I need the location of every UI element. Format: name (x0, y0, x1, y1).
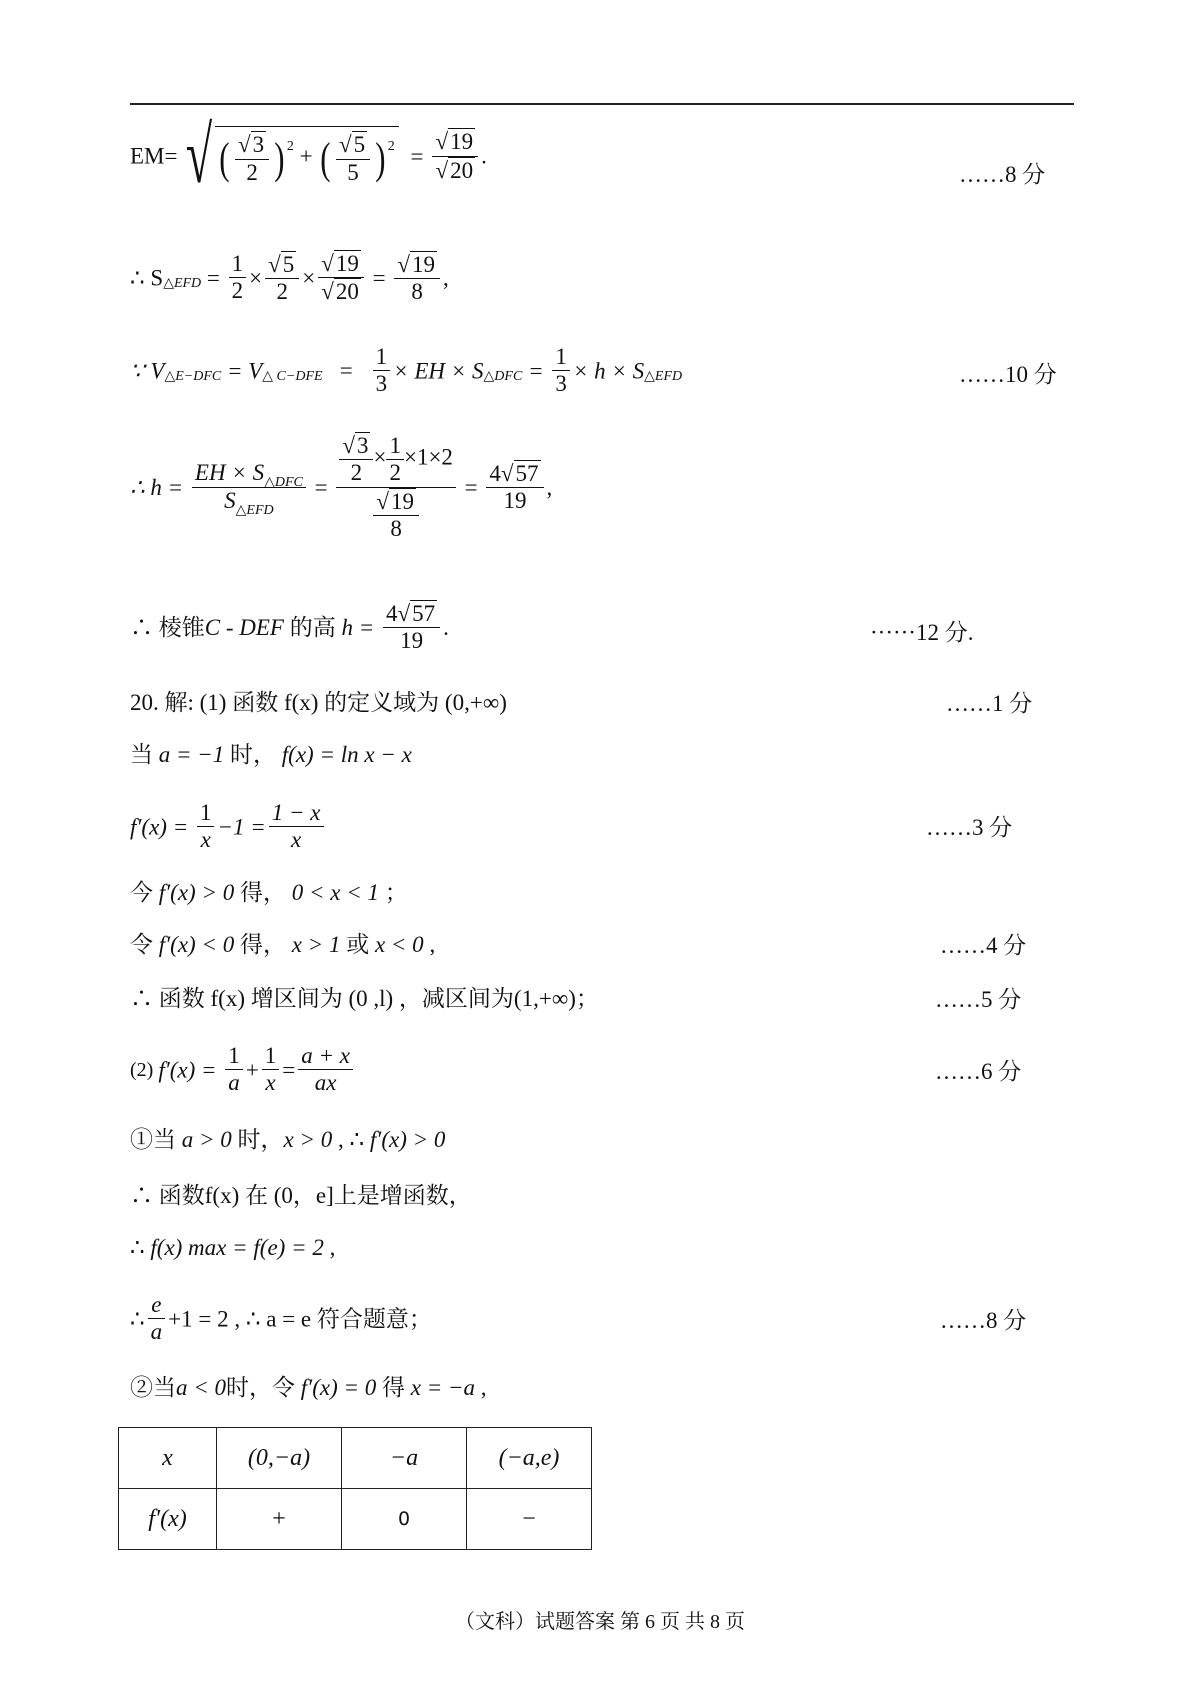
score-3: ……3 分 (926, 815, 1013, 840)
increasing-statement: ∴ 函数f(x) 在 (0，e]上是增函数， (130, 1183, 472, 1208)
h-final: ∴ 棱锥C - DEF 的高 h = $\frac{4√57}{19}$ . (130, 601, 449, 654)
sign-table (118, 1427, 592, 1550)
table-cell: f′(x) (119, 1489, 217, 1550)
f-prime-line: f′(x) = $\frac{1}{x}$ −1 = $\frac{1 - x}{x}$ (130, 800, 327, 854)
table-header-cell: x (119, 1428, 217, 1489)
table-header-cell: −a (342, 1428, 467, 1489)
case-1: ①当 a > 0 时，x > 0 , ∴ f′(x) > 0 (130, 1127, 446, 1152)
score-8-b: ……8 分 (940, 1308, 1027, 1333)
score-1: ……1 分 (946, 691, 1033, 716)
table-header-cell: (−a,e) (467, 1428, 592, 1489)
volume-formula: ∵ $V_{\triangle E-DFC} = V_{\triangle C-DFE}$ = $\frac{1}{3}$ × EH × $S_{\triangle DFC}$ = $\frac{1}{3}$ × $h \times S_{\triangle EFD}$ (130, 344, 683, 397)
page-footer: （文科）试题答案 第 6 页 共 8 页 (455, 1611, 745, 1633)
sqrt-sign: √ (186, 112, 213, 200)
table-row (119, 1428, 592, 1489)
q20-part1: 20. 解: (1) 函数 f(x) 的定义域为 (0,+∞) (130, 690, 507, 715)
case-2: ②当a < 0时，令 f′(x) = 0 得 x = −a , (130, 1375, 487, 1400)
table-cell: − (467, 1489, 592, 1550)
ling-1: 今 f′(x) > 0 得， 0 < x < 1 ； (130, 880, 408, 905)
a-value-line: 当 a = −1 时， f(x) = ln x − x (130, 742, 412, 767)
score-6: ……6 分 (935, 1059, 1022, 1084)
table-cell: + (217, 1489, 342, 1550)
score-10: ……10 分 (959, 362, 1057, 387)
part2-derivative: (2) f′(x) = $\frac{1}{a}$ + $\frac{1}{x}$ = $\frac{a + x}{ax}$ (130, 1043, 356, 1097)
h-calculation: ∴ h = $\frac{EH \times S_{\triangle DFC}}{S_{\triangle EFD}}$ = $\frac{√3}{2}$ × $\frac{1}{2}$ ×1×2 $\frac{√19}{8}$ = $\frac{4√57}{19}$ , (130, 432, 553, 542)
table-row (119, 1489, 592, 1550)
em-formula: EM= √ ( $\frac{√3}{2}$ ) $^2$ + ( $\frac{√5}{5}$ ) $^2$ = $\frac{√19}{√20}$ . (130, 112, 487, 200)
score-8-a: ……8 分 (959, 162, 1046, 187)
table-cell: 0 (342, 1489, 467, 1550)
f-max-line: ∴ f(x) max = f(e) = 2 , (130, 1235, 336, 1260)
e-over-a-line: ∴ $\frac{e}{a}$ +1 = 2 , ∴ a = e 符合题意； (130, 1292, 432, 1345)
score-12: ······12 分. (870, 620, 974, 645)
header-rule (130, 103, 1074, 105)
table-header-cell: (0,−a) (217, 1428, 342, 1489)
monotonic-intervals: ∴ 函数 f(x) 增区间为 (0 ,l) ，减区间为(1,+∞)； (130, 986, 599, 1011)
score-4: ……4 分 (940, 933, 1027, 958)
score-5: ……5 分 (935, 987, 1022, 1012)
s-efd-formula: ∴ $S_{\triangle EFD}$ = $\frac{1}{2}$ × $\frac{√5}{2}$ × $\frac{√19}{√20}$ = $\frac{√19}{8}$ , (130, 251, 449, 305)
em-radicand: ( $\frac{√3}{2}$ ) $^2$ + ( $\frac{√5}{5}$ ) $^2$ (215, 126, 398, 186)
ling-2: 令 f′(x) < 0 得， x > 1 或 x < 0 , (130, 932, 436, 957)
